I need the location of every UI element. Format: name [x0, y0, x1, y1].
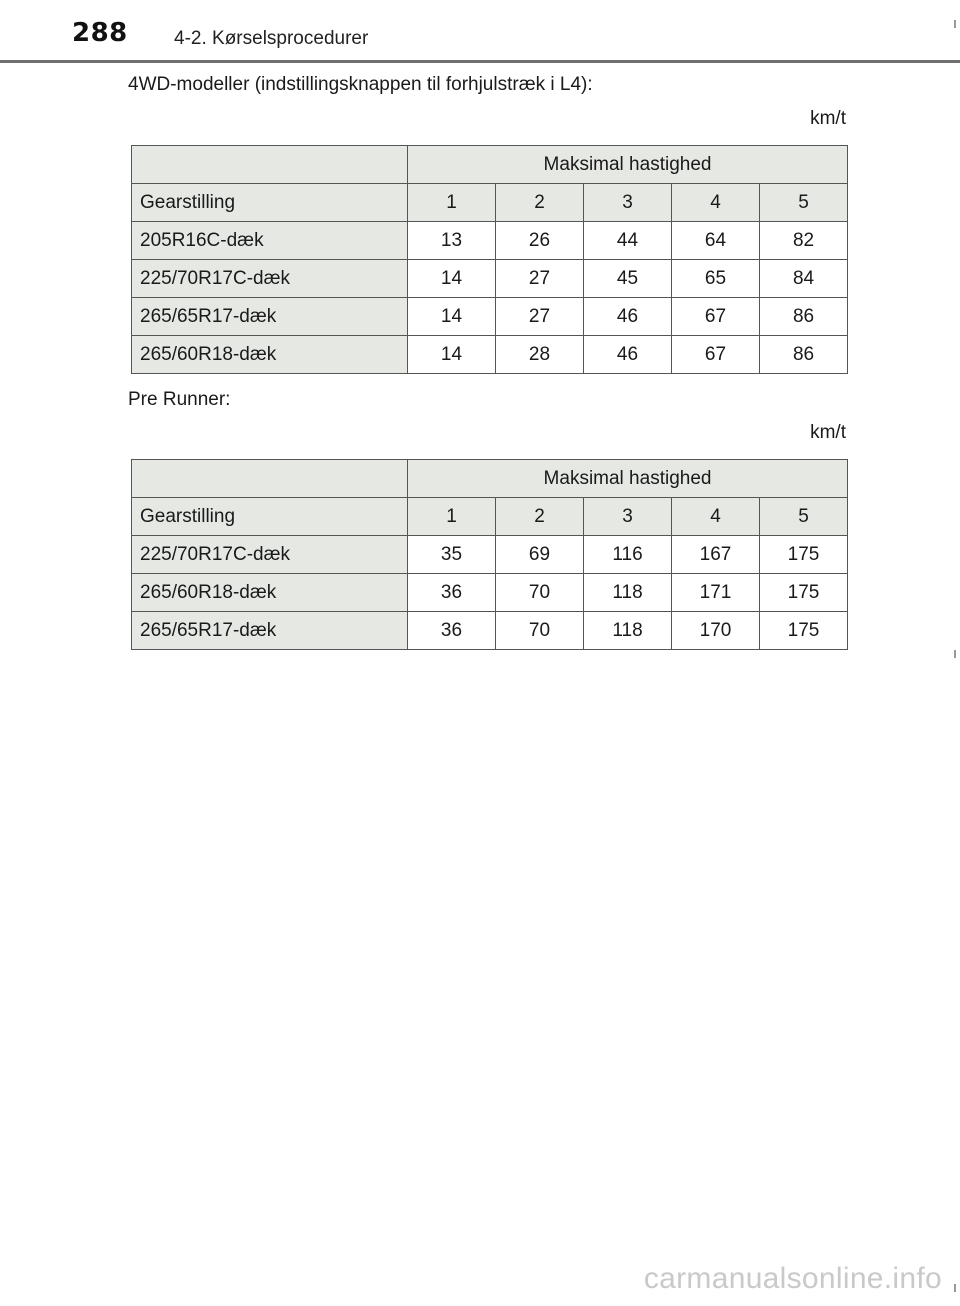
table-corner	[132, 460, 408, 498]
speed-cell: 36	[408, 612, 496, 650]
speed-cell: 44	[584, 222, 672, 260]
gear-cell: 2	[496, 498, 584, 536]
tire-label: 205R16C-dæk	[132, 222, 408, 260]
gear-label: Gearstilling	[132, 498, 408, 536]
gear-cell: 3	[584, 498, 672, 536]
speed-cell: 167	[672, 536, 760, 574]
speed-cell: 116	[584, 536, 672, 574]
tire-label: 225/70R17C-dæk	[132, 536, 408, 574]
watermark-logo: carmanualsonline.info	[643, 1262, 942, 1295]
max-speed-header: Maksimal hastighed	[408, 460, 848, 498]
tire-label: 265/65R17-dæk	[132, 298, 408, 336]
table-row	[132, 222, 848, 260]
table-header-row	[132, 146, 848, 184]
crop-mark	[954, 20, 956, 28]
gear-row	[132, 184, 848, 222]
section1-intro: 4WD-modeller (indstillingsknappen til forhjulstræk i L4):	[128, 74, 593, 95]
table-row	[132, 336, 848, 374]
gear-cell: 3	[584, 184, 672, 222]
table-corner	[132, 146, 408, 184]
speed-cell: 26	[496, 222, 584, 260]
speed-table-4wd	[131, 145, 848, 374]
gear-cell: 5	[760, 498, 848, 536]
gear-cell: 1	[408, 184, 496, 222]
section2-intro: Pre Runner:	[128, 389, 231, 410]
tire-label: 265/65R17-dæk	[132, 612, 408, 650]
speed-cell: 175	[760, 574, 848, 612]
speed-cell: 64	[672, 222, 760, 260]
table-row	[132, 574, 848, 612]
gear-row	[132, 498, 848, 536]
tire-label: 225/70R17C-dæk	[132, 260, 408, 298]
speed-cell: 70	[496, 574, 584, 612]
section1-unit: km/t	[810, 108, 846, 129]
speed-cell: 67	[672, 336, 760, 374]
crop-mark	[954, 650, 956, 658]
gear-cell: 4	[672, 184, 760, 222]
speed-cell: 46	[584, 298, 672, 336]
crop-mark	[954, 1284, 956, 1292]
gear-cell: 1	[408, 498, 496, 536]
speed-cell: 28	[496, 336, 584, 374]
speed-cell: 14	[408, 298, 496, 336]
gear-cell: 2	[496, 184, 584, 222]
speed-cell: 118	[584, 574, 672, 612]
speed-cell: 175	[760, 612, 848, 650]
speed-cell: 14	[408, 260, 496, 298]
section2-unit: km/t	[810, 422, 846, 443]
table-header-row	[132, 460, 848, 498]
page-header	[0, 0, 960, 64]
tire-label: 265/60R18-dæk	[132, 336, 408, 374]
speed-cell: 70	[496, 612, 584, 650]
gear-cell: 5	[760, 184, 848, 222]
table-row	[132, 536, 848, 574]
speed-cell: 67	[672, 298, 760, 336]
table-row	[132, 612, 848, 650]
speed-cell: 69	[496, 536, 584, 574]
speed-cell: 86	[760, 336, 848, 374]
header-rule	[0, 60, 960, 63]
speed-cell: 45	[584, 260, 672, 298]
gear-label: Gearstilling	[132, 184, 408, 222]
max-speed-header: Maksimal hastighed	[408, 146, 848, 184]
table-row	[132, 298, 848, 336]
speed-cell: 118	[584, 612, 672, 650]
speed-cell: 35	[408, 536, 496, 574]
tire-label: 265/60R18-dæk	[132, 574, 408, 612]
speed-cell: 14	[408, 336, 496, 374]
speed-cell: 36	[408, 574, 496, 612]
speed-cell: 84	[760, 260, 848, 298]
page-number: 288	[72, 18, 128, 48]
speed-cell: 46	[584, 336, 672, 374]
speed-cell: 171	[672, 574, 760, 612]
speed-cell: 27	[496, 260, 584, 298]
table-row	[132, 260, 848, 298]
gear-cell: 4	[672, 498, 760, 536]
speed-cell: 82	[760, 222, 848, 260]
speed-cell: 65	[672, 260, 760, 298]
section-title: 4-2. Kørselsprocedurer	[174, 28, 369, 49]
speed-cell: 27	[496, 298, 584, 336]
speed-cell: 13	[408, 222, 496, 260]
speed-cell: 170	[672, 612, 760, 650]
speed-table-pre-runner	[131, 459, 848, 650]
speed-cell: 86	[760, 298, 848, 336]
speed-cell: 175	[760, 536, 848, 574]
